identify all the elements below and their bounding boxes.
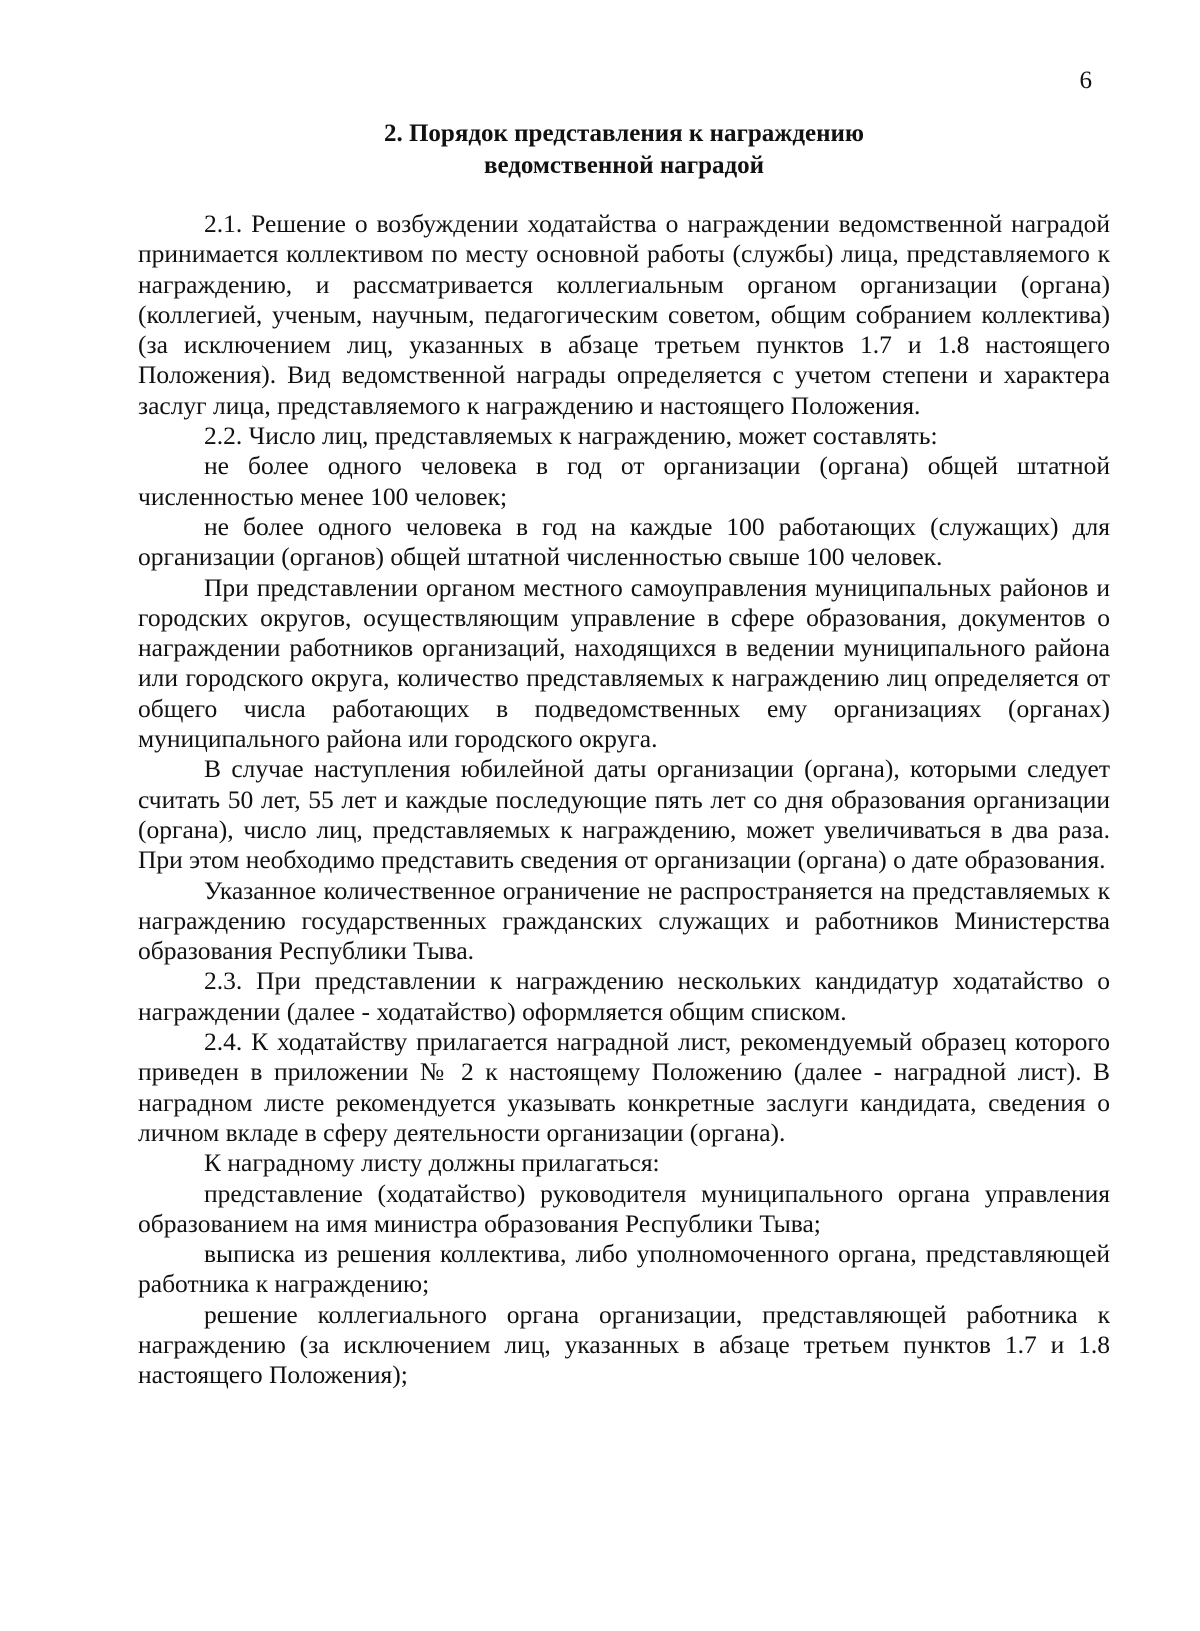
paragraph-limit-large-org: не более одного человека в год на каждые 100 работающих (служащих) для организации (органов) общей штатной численностью свыше 100 человек. — [138, 511, 1110, 572]
document-body — [138, 209, 1110, 1391]
paragraph-municipal-submission: При представлении органом местного самоуправления муниципальных районов и городских округов, осуществляющим управление в сфере образования, документов о награждении работников организаций, находящихся в ведении муниципального района или городского округа, количество представляемых к награждению лиц определяется от общего числа работающих в подведомственных ему организациях (органах) муниципального района или городского округа. — [138, 572, 1110, 754]
paragraph-2-4: 2.4. К ходатайству прилагается наградной лист, рекомендуемый образец которого приведен в приложении № 2 к настоящему Положению (далее - наградной лист). В наградном листе рекомендуется указывать конкретные заслуги кандидата, сведения о личном вкладе в сферу деятельности организации (органа). — [138, 1027, 1110, 1147]
paragraph-attachment-decision: решение коллегиального органа организации, представляющей работника к награждению (за исключением лиц, указанных в абзаце третьем пунктов 1.7 и 1.8 настоящего Положения); — [138, 1299, 1110, 1390]
section-title-line-1: 2. Порядок представления к награждению — [383, 120, 865, 147]
paragraph-attachment-extract: выписка из решения коллектива, либо уполномоченного органа, представляющей работника к награждению; — [138, 1239, 1110, 1299]
paragraph-2-2: 2.2. Число лиц, представляемых к награждению, может составлять: — [204, 421, 938, 451]
paragraph-attachments-intro: К наградному листу должны прилагаться: — [204, 1148, 660, 1178]
paragraph-anniversary: В случае наступления юбилейной даты организации (органа), которыми следует считать 50 лет, 55 лет и каждые последующие пять лет со дня образования организации (органа), число лиц, представляемых к награждению, может увеличиваться в два раза. При этом необходимо представить сведения от организации (органа) о дате образования. — [138, 754, 1110, 875]
paragraph-2-3: 2.3. При представлении к награждению нескольких кандидатур ходатайство о награждении (далее - ходатайство) оформляется общим списком. — [138, 966, 1110, 1026]
paragraph-2-1: 2.1. Решение о возбуждении ходатайства о награждении ведомственной наградой принимается коллективом по месту основной работы (службы) лица, представляемого к награждению, и рассматривается коллегиальным органом организации (органа) (коллегией, ученым, научным, педагогическим советом, общим собранием коллектива) (за исключением лиц, указанных в абзаце третьем пунктов 1.7 и 1.8 настоящего Положения). Вид ведомственной награды определяется с учетом степени и характера заслуг лица, представляемого к награждению и настоящего Положения. — [138, 209, 1110, 420]
paragraph-limit-exception: Указанное количественное ограничение не распространяется на представляемых к награждению государственных гражданских служащих и работников Министерства образования Республики Тыва. — [138, 875, 1110, 966]
paragraph-attachment-petition: представление (ходатайство) руководителя муниципального органа управления образованием на имя министра образования Республики Тыва; — [138, 1178, 1110, 1238]
page-number: 6 — [1079, 67, 1092, 94]
section-title-line-2: ведомственной наградой — [483, 152, 765, 179]
section-heading — [138, 118, 1110, 182]
paragraph-limit-small-org: не более одного человека в год от организации (органа) общей штатной численностью менее 100 человек; — [138, 451, 1110, 511]
